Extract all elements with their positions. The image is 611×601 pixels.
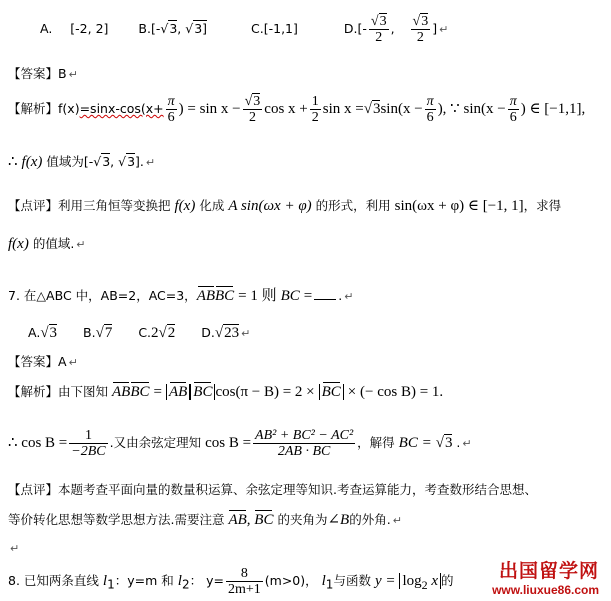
- q7-comment: 【点评】本题考查平面向量的数量积运算、余弦定理等知识.考查运算能力，考查数形结合思想、: [8, 482, 537, 497]
- q6-option-d: D.[- $\frac{√3}{2}$ , $\frac{√3}{2}$ ] ↵: [343, 14, 449, 45]
- q6-answer: 【答案】B ↵: [8, 66, 78, 81]
- q7-option-a: A.√3: [28, 325, 58, 341]
- answer-value: B: [58, 66, 67, 81]
- q7-stem: 7. 在△ABC 中，AB=2，AC=3，ABBC = 1 则 BC = . ↵: [8, 288, 354, 304]
- q7-step2: ∴ cos B = $\frac{1}{-2BC}$ .又由余弦定理知 cos B = $\frac{\text{AB² + BC² − AC²}}{2AB \cdot BC}$ ，解得 BC = √3 . ↵: [8, 428, 472, 459]
- q6-comment-line2: f(x) 的值域. ↵: [8, 236, 86, 252]
- answer-blank: [314, 299, 336, 300]
- answer-label: 【答案】: [8, 354, 59, 369]
- q7-option-c: C.2√2: [138, 325, 176, 341]
- q6-option-b: B.[-√3, √3]: [138, 21, 208, 36]
- q8-stem: 8. 已知两条直线 $l_1$：y=m 和 $l_2$： y= $\frac{8}{2m+1}$ (m>0)， $l_1$与函数 $y = \log_2 x$ 的: [8, 566, 454, 597]
- answer-label: 【答案】: [8, 66, 59, 81]
- q6-option-a: A. [-2, 2]: [40, 21, 109, 36]
- q7-answer: 【答案】A ↵: [8, 354, 78, 369]
- vector-ab: AB: [196, 288, 216, 304]
- comment-label: 【点评】: [8, 198, 59, 213]
- q6-analysis: 【解析】f(x)=sinx-cos(x+ $\frac{\pi}{6}$ ) = sin x − $\frac{√3}{2}$ cos x + $\frac{1}{2}$ sin x =√3sin(x − $\frac{\pi}{6}$ ), ∵ sin(x − $\frac{\pi}{6}$ ) ∈ [−1,1],: [8, 94, 586, 125]
- answer-value: A: [58, 354, 67, 369]
- q6-conclusion: ∴ f(x) 值域为[-√3, √3]. ↵: [8, 154, 156, 170]
- q7-options: A.√3 B.√7 C.2√2 D.√23 ↵: [28, 325, 251, 341]
- empty-paragraph: ↵: [10, 542, 20, 555]
- q7-comment-line2: 等价转化思想等数学思想方法.需要注意 AB, BC 的夹角为∠B的外角. ↵: [8, 512, 402, 528]
- q7-option-b: B.√7: [83, 325, 113, 341]
- vector-bc: BC: [215, 288, 235, 304]
- watermark-logo: 出国留学网 www.liuxue86.com: [490, 556, 601, 597]
- q7-analysis: 【解析】由下图知 ABBC = AB BC cos(π − B) = 2 × BC × (− cos B) = 1.: [8, 384, 444, 400]
- q6-options: [40, 14, 448, 45]
- q6-option-c: C.[-1,1]: [251, 21, 298, 36]
- analysis-label: 【解析】: [8, 101, 59, 116]
- comment-label: 【点评】: [8, 482, 59, 497]
- analysis-label: 【解析】: [8, 384, 59, 399]
- q6-comment: 【点评】利用三角恒等变换把 f(x) 化成 A sin(ωx + φ) 的形式，利用 sin(ωx + φ) ∈ [−1, 1]，求得: [8, 198, 562, 214]
- q7-option-d: D.√23: [201, 325, 240, 341]
